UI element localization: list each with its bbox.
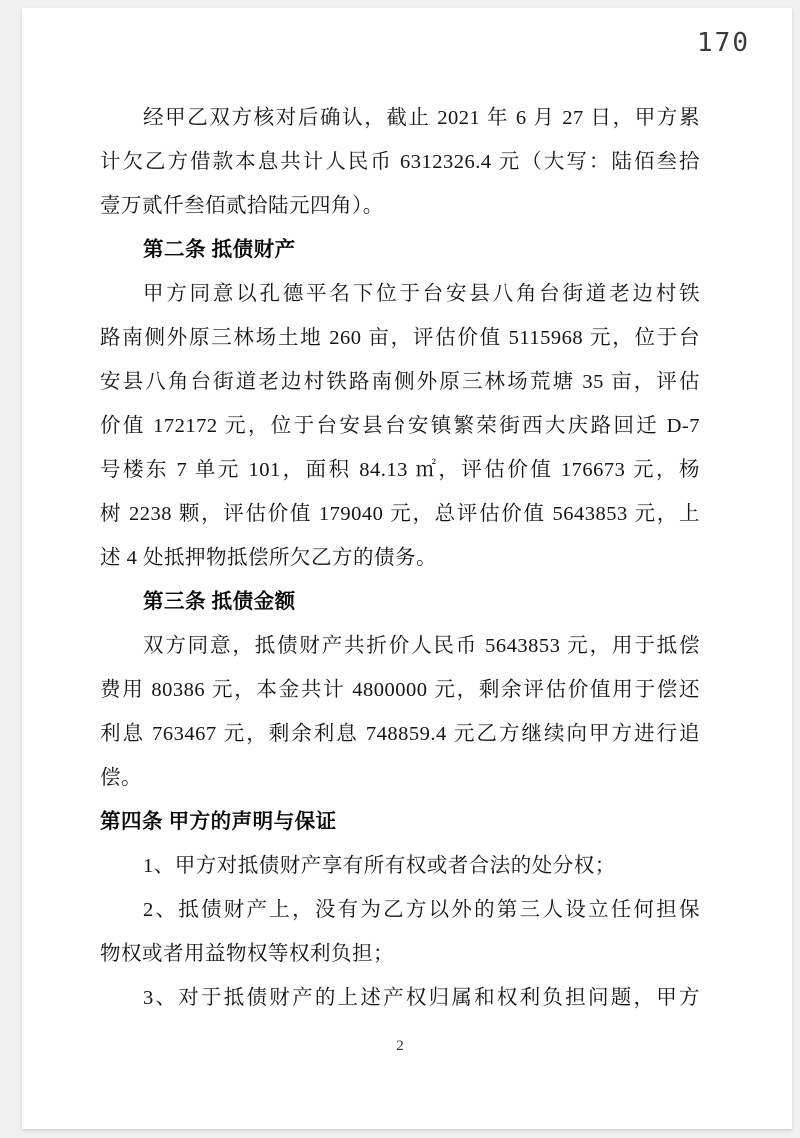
body-line: 双方同意，抵债财产共折价人民币 5643853 元，用于抵偿 bbox=[143, 635, 700, 657]
list-item-2: 2、抵债财产上，没有为乙方以外的第三人设立任何担保 bbox=[143, 899, 700, 921]
page-stamp-number: 170 bbox=[697, 28, 750, 58]
body-line: 价值 172172 元，位于台安县台安镇繁荣街西大庆路回迁 D-7 bbox=[100, 415, 700, 437]
body-line: 偿。 bbox=[100, 767, 142, 789]
body-line: 甲方同意以孔德平名下位于台安县八角台街道老边村铁 bbox=[143, 283, 700, 305]
section-heading-article-3: 第三条 抵债金额 bbox=[143, 591, 296, 613]
section-heading-article-4: 第四条 甲方的声明与保证 bbox=[100, 811, 337, 833]
list-item-3: 3、对于抵债财产的上述产权归属和权利负担问题，甲方 bbox=[143, 987, 700, 1009]
body-line: 物权或者用益物权等权利负担； bbox=[100, 943, 394, 965]
body-line: 安县八角台街道老边村铁路南侧外原三林场荒塘 35 亩，评估 bbox=[100, 371, 700, 393]
list-item-1: 1、甲方对抵债财产享有所有权或者合法的处分权； bbox=[143, 855, 616, 877]
page-number: 2 bbox=[396, 1038, 404, 1054]
document-page bbox=[22, 8, 792, 1129]
body-line: 经甲乙双方核对后确认，截止 2021 年 6 月 27 日，甲方累 bbox=[143, 107, 700, 129]
body-line: 路南侧外原三林场土地 260 亩，评估价值 5115968 元，位于台 bbox=[100, 327, 700, 349]
body-line: 费用 80386 元，本金共计 4800000 元，剩余评估价值用于偿还 bbox=[100, 679, 700, 701]
body-line: 壹万贰仟叁佰贰拾陆元四角）。 bbox=[100, 195, 384, 217]
body-line: 利息 763467 元，剩余利息 748859.4 元乙方继续向甲方进行追 bbox=[100, 723, 700, 745]
body-line: 号楼东 7 单元 101，面积 84.13 ㎡，评估价值 176673 元，杨 bbox=[100, 459, 700, 481]
contract-body bbox=[100, 96, 700, 1020]
body-line: 述 4 处抵押物抵偿所欠乙方的债务。 bbox=[100, 547, 437, 569]
body-line: 计欠乙方借款本息共计人民币 6312326.4 元（大写：陆佰叁拾 bbox=[100, 151, 700, 173]
section-heading-article-2: 第二条 抵债财产 bbox=[143, 239, 296, 261]
body-line: 树 2238 颗，评估价值 179040 元，总评估价值 5643853 元，上 bbox=[100, 503, 700, 525]
